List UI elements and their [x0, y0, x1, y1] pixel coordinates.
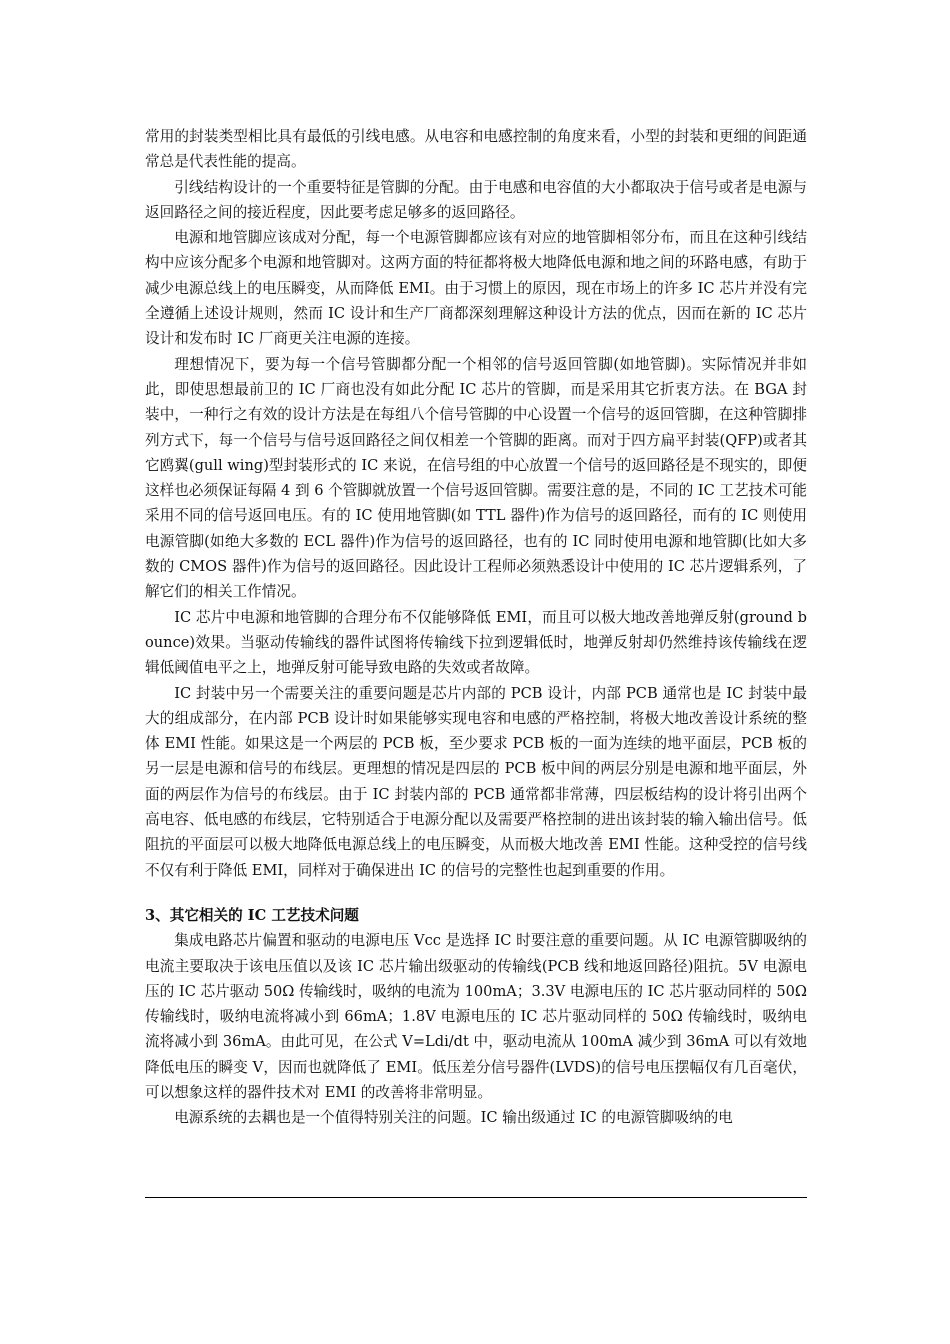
paragraph-8: 电源系统的去耦也是一个值得特别关注的问题。IC 输出级通过 IC 的电源管脚吸纳的电: [174, 1109, 733, 1127]
paragraph-2: 引线结构设计的一个重要特征是管脚的分配。由于电感和电容值的大小都取决于信号或者是电源与返回路径之间的接近程度，因此要考虑足够多的返回路径。: [145, 178, 807, 221]
paragraph-1: 常用的封装类型相比具有最低的引线电感。从电容和电感控制的角度来看，小型的封装和更细的间距通常总是代表性能的提高。: [145, 128, 807, 171]
document-body: [145, 124, 807, 1131]
paragraph-4: 理想情况下，要为每一个信号管脚都分配一个相邻的信号返回管脚(如地管脚)。实际情况并非如此，即使思想最前卫的 IC 厂商也没有如此分配 IC 芯片的管脚，而是采用其它折衷方法。在 BGA 封装中，一种行之有效的设计方法是在每组八个信号管脚的中心设置一个信号的返回管脚，在这种管脚排列方式下，每一个信号与信号返回路径之间仅相差一个管脚的距离。而对于四方扁平封装(QFP)或者其它鸥翼(gull wing)型封装形式的 IC 来说，在信号组的中心放置一个信号的返回路径是不现实的，即便这样也必须保证每隔 4 到 6 个管脚就放置一个信号返回管脚。需要注意的是，不同的 IC 工艺技术可能采用不同的信号返回电压。有的 IC 使用地管脚(如 TTL 器件)作为信号的返回路径，而有的 IC 则使用电源管脚(如绝大多数的 ECL 器件)作为信号的返回路径，也有的 IC 同时使用电源和地管脚(比如大多数的 CMOS 器件)作为信号的返回路径。因此设计工程师必须熟悉设计中使用的 IC 芯片逻辑系列，了解它们的相关工作情况。: [145, 355, 807, 601]
paragraph-3: 电源和地管脚应该成对分配，每一个电源管脚都应该有对应的地管脚相邻分布，而且在这种引线结构中应该分配多个电源和地管脚对。这两方面的特征都将极大地降低电源和地之间的环路电感，有助于减少电源总线上的电压瞬变，从而降低 EMI。由于习惯上的原因，现在市场上的许多 IC 芯片并没有完全遵循上述设计规则，然而 IC 设计和生产厂商都深刻理解这种设计方法的优点，因而在新的 IC 芯片设计和发布时 IC 厂商更关注电源的连接。: [145, 229, 807, 348]
paragraph-7: 集成电路芯片偏置和驱动的电源电压 Vcc 是选择 IC 时要注意的重要问题。从 IC 电源管脚吸纳的电流主要取决于该电压值以及该 IC 芯片输出级驱动的传输线(PCB 线和地返回路径)阻抗。5V 电源电压的 IC 芯片驱动 50Ω 传输线时，吸纳的电流为 100mA；3.3V 电源电压的 IC 芯片驱动同样的 50Ω 传输线时，吸纳电流将减小到 66mA；1.8V 电源电压的 IC 芯片驱动同样的 50Ω 传输线时，吸纳电流将减小到 36mA。由此可见，在公式 V=Ldi/dt 中，驱动电流从 100mA 减少到 36mA 可以有效地降低电压的瞬变 V，因而也就降低了 EMI。低压差分信号器件(LVDS)的信号电压摆幅仅有几百毫伏，可以想象这样的器件技术对 EMI 的改善将非常明显。: [145, 932, 807, 1101]
paragraph-6: IC 封装中另一个需要关注的重要问题是芯片内部的 PCB 设计，内部 PCB 通常也是 IC 封装中最大的组成部分，在内部 PCB 设计时如果能够实现电容和电感的严格控制，将极大地改善设计系统的整体 EMI 性能。如果这是一个两层的 PCB 板，至少要求 PCB 板的一面为连续的地平面层，PCB 板的另一层是电源和信号的布线层。更理想的情况是四层的 PCB 板中间的两层分别是电源和地平面层，外面的两层作为信号的布线层。由于 IC 封装内部的 PCB 通常都非常薄，四层板结构的设计将引出两个高电容、低电感的布线层，它特别适合于电源分配以及需要严格控制的进出该封装的输入输出信号。低阻抗的平面层可以极大地降低电源总线上的电压瞬变，从而极大地改善 EMI 性能。这种受控的信号线不仅有利于降低 EMI，同样对于确保进出 IC 的信号的完整性也起到重要的作用。: [145, 684, 807, 879]
footer-rule: [145, 1197, 807, 1198]
section-heading: 3、其它相关的 IC 工艺技术问题: [145, 906, 359, 924]
paragraph-5: IC 芯片中电源和地管脚的合理分布不仅能够降低 EMI，而且可以极大地改善地弹反射(ground bounce)效果。当驱动传输线的器件试图将传输线下拉到逻辑低时，地弹反射却仍然维持该传输线在逻辑低阈值电平之上，地弹反射可能导致电路的失效或者故障。: [145, 608, 807, 677]
